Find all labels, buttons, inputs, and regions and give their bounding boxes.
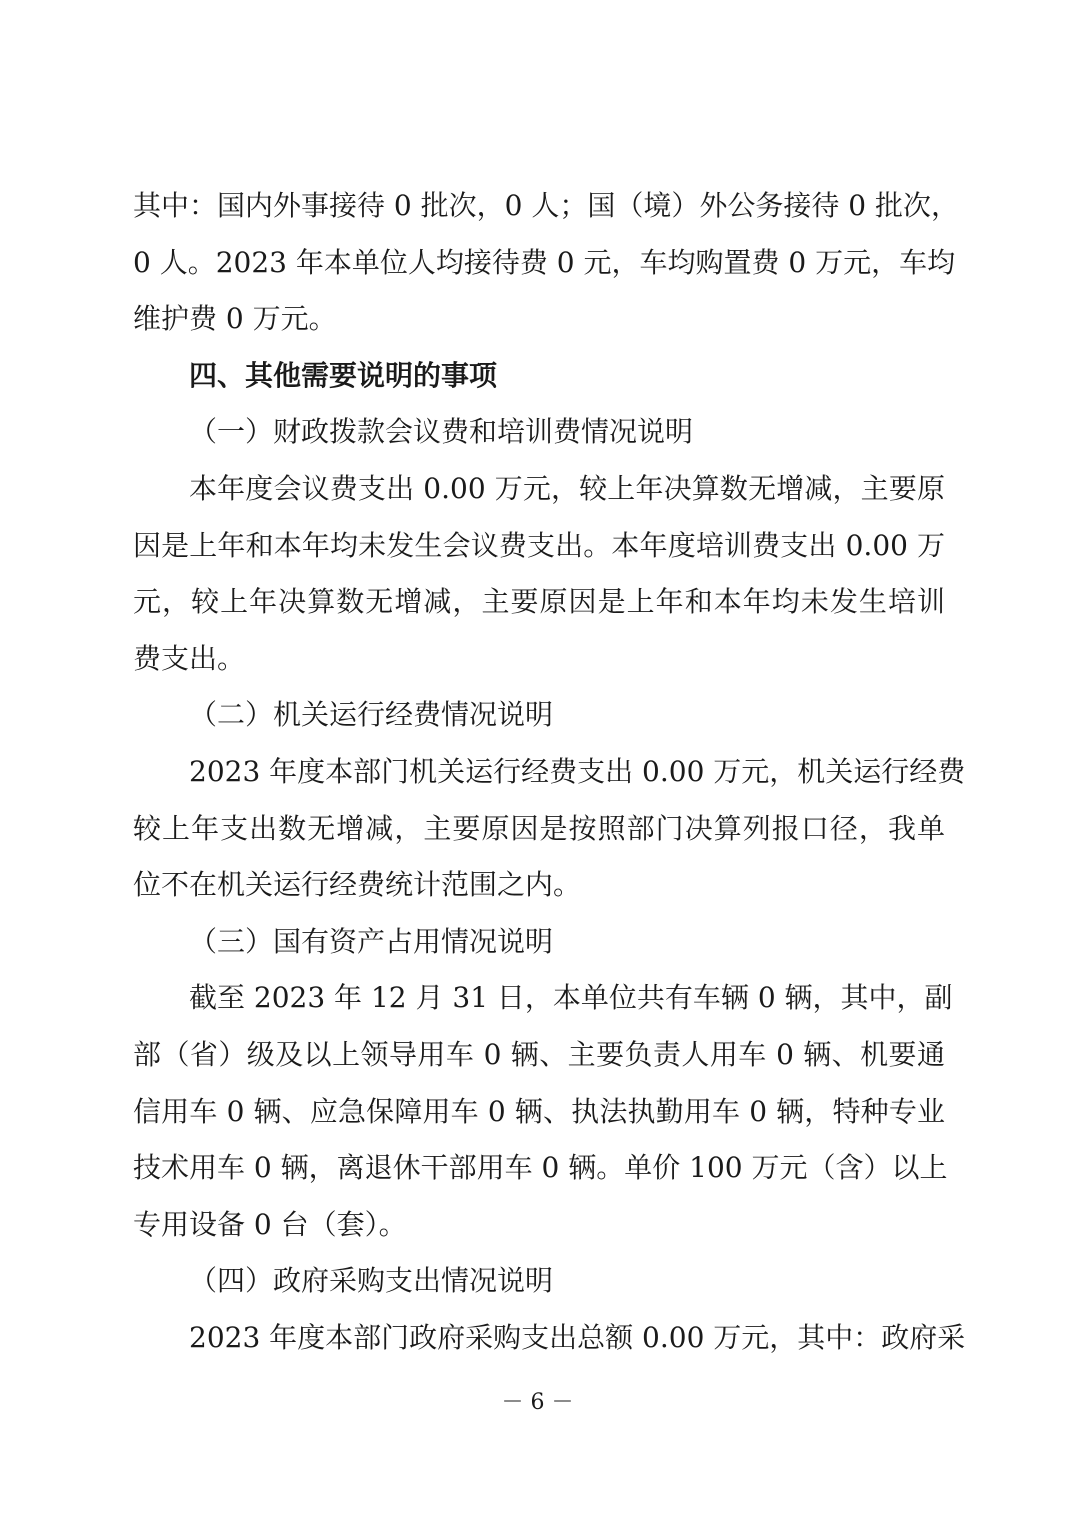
paragraph-line: 0 人。2023 年本单位人均接待费 0 元，车均购置费 0 万元，车均 xyxy=(133,245,956,279)
subsection-title-operating-funds: （二）机关运行经费情况说明 xyxy=(189,698,554,732)
page-number: － 6 － xyxy=(501,1390,574,1415)
page-body xyxy=(133,178,966,1366)
paragraph-line: 信用车 0 辆、应急保障用车 0 辆、执法执勤用车 0 辆，特种专业 xyxy=(133,1094,945,1128)
paragraph-line: 截至 2023 年 12 月 31 日，本单位共有车辆 0 辆，其中，副 xyxy=(189,981,953,1015)
paragraph-line: 维护费 0 万元。 xyxy=(133,302,337,336)
paragraph-line: 2023 年度本部门机关运行经费支出 0.00 万元，机关运行经费 xyxy=(189,754,966,788)
paragraph-line: 较上年支出数无增减，主要原因是按照部门决算列报口径，我单 xyxy=(133,811,945,845)
subsection-title-procurement: （四）政府采购支出情况说明 xyxy=(189,1264,554,1298)
subsection-title-meeting-training: （一）财政拨款会议费和培训费情况说明 xyxy=(189,415,694,449)
paragraph-line: 部（省）级及以上领导用车 0 辆、主要负责人用车 0 辆、机要通 xyxy=(133,1037,945,1071)
paragraph-line: 专用设备 0 台（套）。 xyxy=(133,1207,407,1241)
paragraph-line: 费支出。 xyxy=(133,641,246,675)
paragraph-line: 位不在机关运行经费统计范围之内。 xyxy=(133,868,582,902)
subsection-title-state-assets: （三）国有资产占用情况说明 xyxy=(189,924,554,958)
section-heading: 四、其他需要说明的事项 xyxy=(189,358,498,392)
paragraph-line: 本年度会议费支出 0.00 万元，较上年决算数无增减，主要原 xyxy=(189,471,945,505)
paragraph-line: 技术用车 0 辆，离退休干部用车 0 辆。单价 100 万元（含）以上 xyxy=(133,1151,948,1185)
paragraph-line: 其中：国内外事接待 0 批次，0 人；国（境）外公务接待 0 批次， xyxy=(133,189,959,222)
paragraph-line: 因是上年和本年均未发生会议费支出。本年度培训费支出 0.00 万 xyxy=(133,528,945,562)
paragraph-line: 元，较上年决算数无增减，主要原因是上年和本年均未发生培训 xyxy=(133,585,945,619)
paragraph-line: 2023 年度本部门政府采购支出总额 0.00 万元，其中：政府采 xyxy=(189,1320,966,1354)
